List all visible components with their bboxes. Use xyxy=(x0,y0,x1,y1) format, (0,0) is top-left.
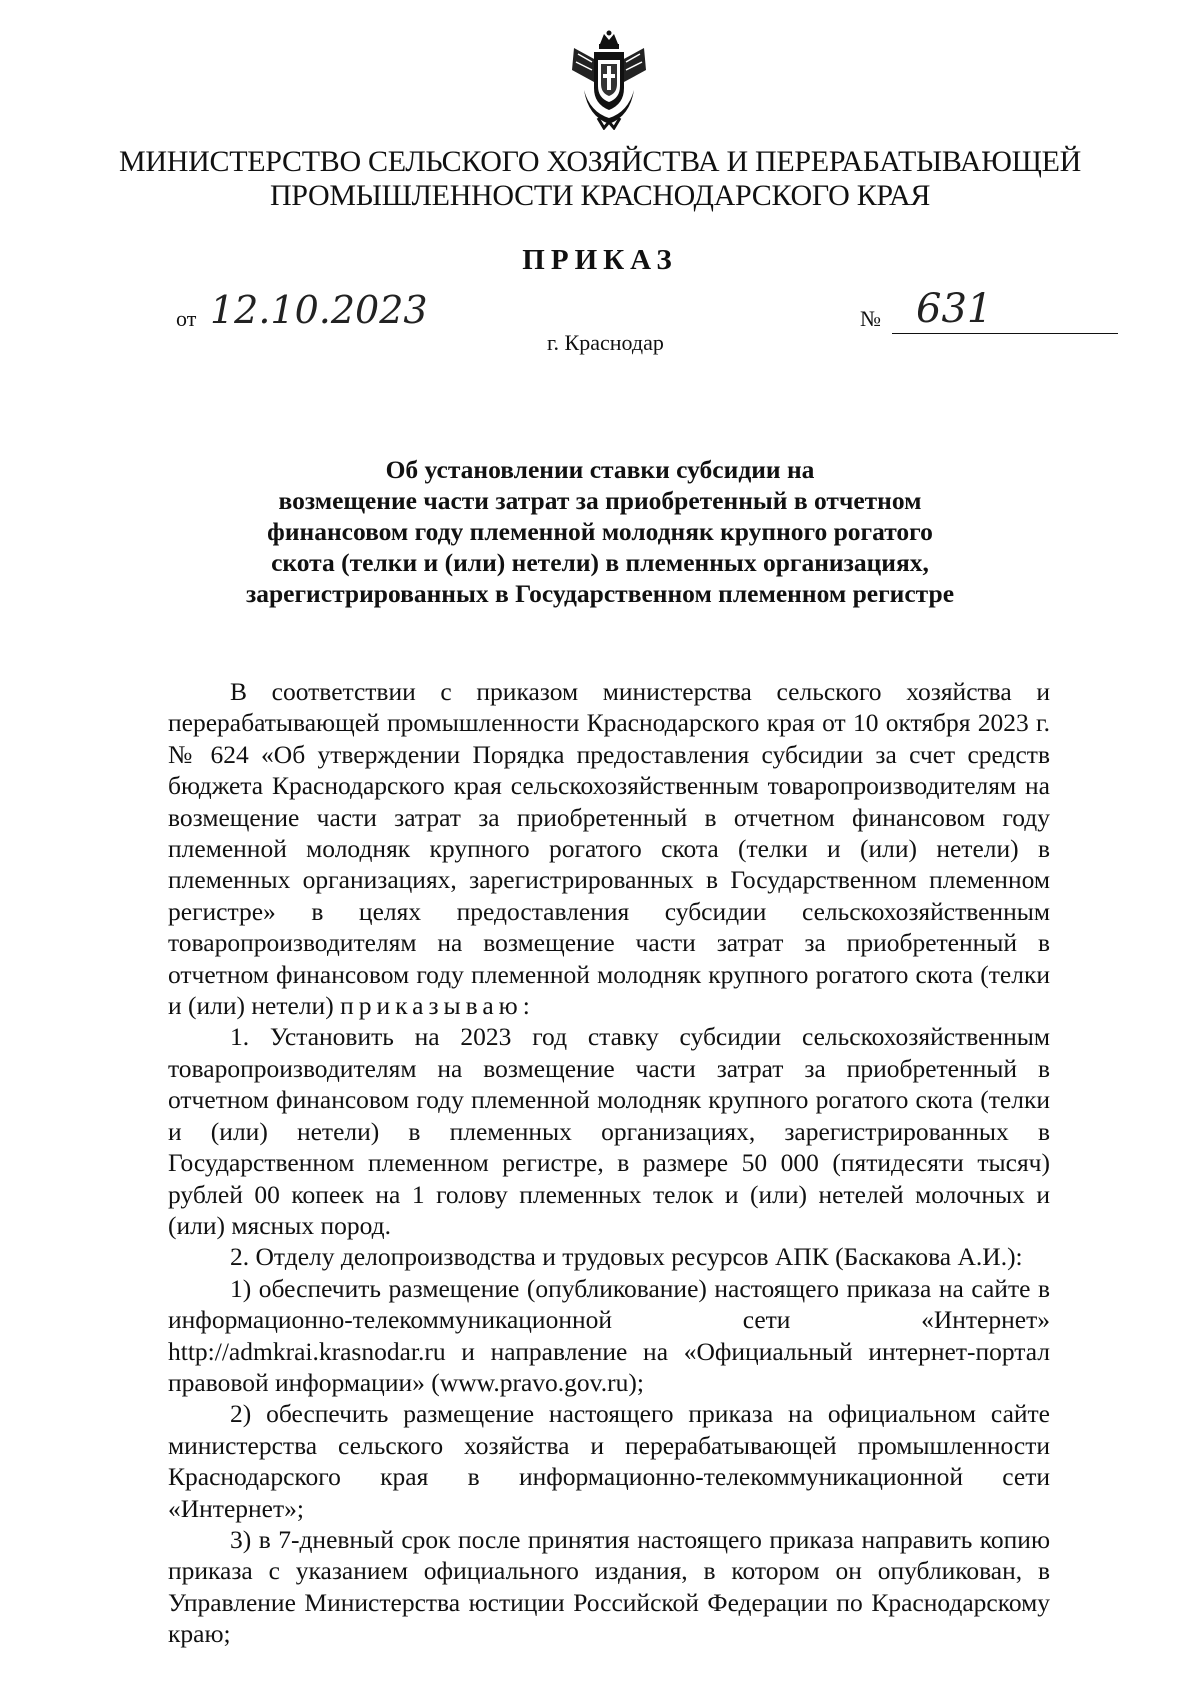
item-2-3: 3) в 7-дневный срок после принятия настоящего приказа направить копию приказа с указанием официального издания, в котором он опубликован, в Управление Министерства юстиции Российской Федерации по Краснодарскому краю; xyxy=(168,1524,1050,1649)
item-1: 1. Установить на 2023 год ставку субсидии сельскохозяйственным товаропроизводителям на возмещение части затрат за приобретенный в отчетном финансовом году племенной молодняк крупного рогатого скота (телки и (или) нетели) в племенных организациях, зарегистрированных в Государственном племенном регистре, в размере 50 000 (пятидесяти тысяч) рублей 00 копеек на 1 голову племенных телок и (или) нетелей молочных и (или) мясных пород. xyxy=(168,1022,1050,1240)
city: г. Краснодар xyxy=(547,330,664,355)
document-body xyxy=(168,676,1050,1650)
subject-line2: возмещение части затрат за приобретенный в отчетном xyxy=(278,486,922,515)
document-type: ПРИКАЗ xyxy=(522,244,678,276)
item-2-1: 1) обеспечить размещение (опубликование) настоящего приказа на сайте в информационно-телекоммуникационной сети «Интернет» http://admkrai.krasnodar.ru и направление на «Официальный интернет-портал правовой информации» (www.pravo.gov.ru); xyxy=(168,1273,1050,1397)
subject-line5: зарегистрированных в Государственном племенном регистре xyxy=(245,579,955,608)
date-value: 12.10.2023 xyxy=(210,288,428,332)
number-underline xyxy=(892,333,1118,334)
subject-line3: финансовом году племенной молодняк крупного рогатого xyxy=(267,517,933,546)
item-2-2: 2) обеспечить размещение настоящего приказа на официальном сайте министерства сельского хозяйства и перерабатывающей промышленности Краснодарского края в информационно-телекоммуникационной сети «Интернет»; xyxy=(168,1399,1050,1523)
subject-line1: Об установлении ставки субсидии на xyxy=(385,455,815,484)
number-label: № xyxy=(860,306,881,331)
document-subject xyxy=(150,454,1050,609)
item-2: 2. Отделу делопроизводства и трудовых ресурсов АПК (Баскакова А.И.): xyxy=(230,1242,1023,1272)
date-label: от xyxy=(176,306,197,331)
ministry-name-line2: ПРОМЫШЛЕННОСТИ КРАСНОДАРСКОГО КРАЯ xyxy=(269,179,931,212)
preamble-paragraph xyxy=(168,676,1050,1021)
preamble-text: В соответствии с приказом министерства сельского хозяйства и перерабатывающей промышленности Краснодарского края от 10 октября 2023 г. № 624 «Об утверждении Порядка предоставления субсидии за счет средств бюджета Краснодарского края сельскохозяйственным товаропроизводителям на возмещение части затрат за приобретенный в отчетном финансовом году племенной молодняк крупного рогатого скота (телки и (или) нетели) в племенных организациях, зарегистрированных в Государственном племенном регистре» в целях предоставления субсидии сельскохозяйственным товаропроизводителям на возмещение части затрат за приобретенный в отчетном финансовом году племенной молодняк крупного рогатого скота (телки и (или) нетели) xyxy=(168,677,1050,1021)
ministry-name xyxy=(0,145,1200,213)
number-value: 631 xyxy=(916,286,993,332)
ministry-name-line1: МИНИСТЕРСТВО СЕЛЬСКОГО ХОЗЯЙСТВА И ПЕРЕРАБАТЫВАЮЩЕЙ xyxy=(119,145,1081,178)
order-word: приказываю: xyxy=(340,991,535,1021)
coat-of-arms-icon xyxy=(568,30,650,130)
subject-line4: скота (телки и (или) нетели) в племенных организациях, xyxy=(271,548,929,577)
